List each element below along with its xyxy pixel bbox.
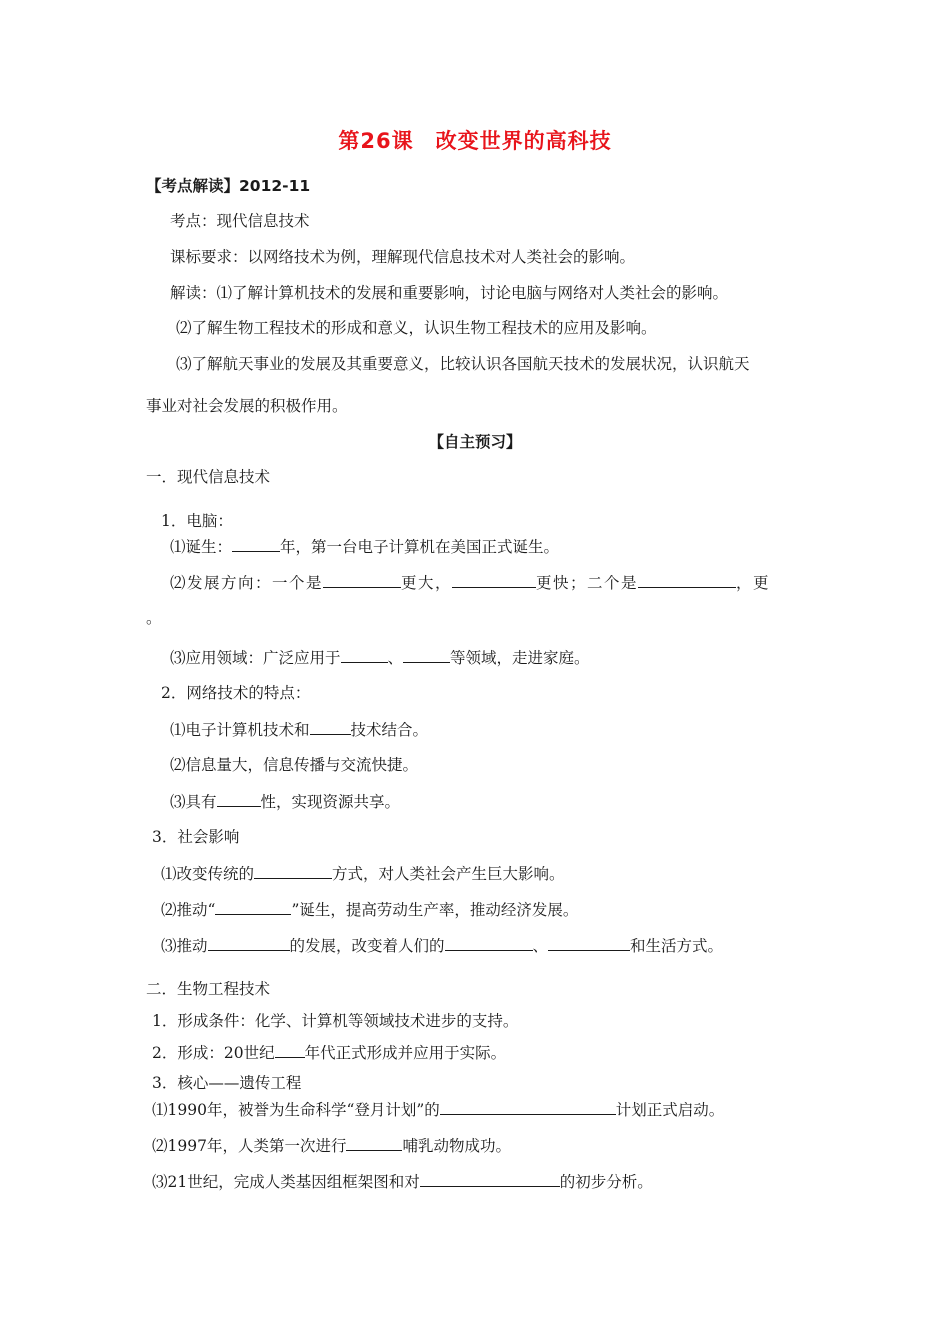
kaodian-point: 考点：现代信息技术 [170,212,310,230]
kaodian-requirement: 课标要求：以网络技术为例，理解现代信息技术对人类社会的影响。 [170,248,636,266]
text: 方式，对人类社会产生巨大影响。 [332,865,565,883]
sec2-item-3-1 [152,1099,724,1120]
blank-field[interactable] [232,536,280,552]
sec1-item-2-2: ⑵信息量大，信息传播与交流快捷。 [170,756,419,774]
sec1-item-1-1 [170,536,559,557]
text: ⑶21世纪，完成人类基因组框架图和对 [152,1173,420,1191]
blank-field[interactable] [403,647,450,663]
text: 2．形成：20世纪 [152,1044,275,1062]
text: ⑶具有 [170,793,217,811]
text: 哺乳动物成功。 [402,1137,511,1155]
sec2-item-3: 3．核心——遗传工程 [152,1074,302,1092]
sec1-item-3-2 [161,899,578,920]
text: 年，第一台电子计算机在美国正式诞生。 [280,538,560,556]
blank-field[interactable] [217,791,261,807]
sec2-item-3-3 [152,1171,653,1192]
blank-field[interactable] [215,899,291,915]
text: ”诞生，提高劳动生产率，推动经济发展。 [291,901,579,919]
text: 更大， [401,574,453,592]
text: 和生活方式。 [630,937,724,955]
sec1-item-1-2 [170,572,770,593]
kaodian-jiedu-3a: ⑶了解航天事业的发展及其重要意义，比较认识各国航天技术的发展状况，认识航天 [176,355,750,373]
blank-field[interactable] [254,863,332,879]
sec2-heading: 二．生物工程技术 [146,980,271,998]
sec1-item-3-3 [161,935,723,956]
page-title: 第26课 改变世界的高科技 [338,129,612,153]
sec1-heading: 一．现代信息技术 [146,468,271,486]
text: ⑵发展方向：一个是 [170,574,324,592]
text: ⑵推动“ [161,901,216,919]
text: ，更 [736,574,771,592]
kaodian-header: 【考点解读】 [146,177,240,195]
preview-header: 【自主预习】 [428,433,522,451]
kaodian-jiedu-2: ⑵了解生物工程技术的形成和意义，认识生物工程技术的应用及影响。 [176,319,657,337]
blank-field[interactable] [548,935,630,951]
text: 年代正式形成并应用于实际。 [304,1044,507,1062]
sec1-item-3-1 [161,863,565,884]
text: ⑴电子计算机技术和 [170,721,310,739]
text: 、 [387,649,404,667]
text: 技术结合。 [350,721,429,739]
sec1-item-1-3 [170,647,590,668]
blank-field[interactable] [452,572,536,588]
text: ⑴诞生： [170,538,233,556]
sec1-item-3: 3．社会影响 [152,828,240,846]
kaodian-date: 2012-11 [239,177,311,195]
text: 等领域，走进家庭。 [450,649,590,667]
blank-field[interactable] [323,572,401,588]
text: ⑴改变传统的 [161,865,255,883]
blank-field[interactable] [341,647,388,663]
sec1-item-2-1 [170,719,428,740]
blank-field[interactable] [275,1042,305,1058]
text: ⑵1997年，人类第一次进行 [152,1137,347,1155]
kaodian-line [146,176,310,196]
text: 性，实现资源共享。 [260,793,401,811]
blank-field[interactable] [440,1099,616,1115]
sec2-item-3-2 [152,1135,511,1156]
sec1-item-1-2-end: 。 [146,609,162,627]
sec2-item-1: 1．形成条件：化学、计算机等领域技术进步的支持。 [152,1012,519,1030]
text: 计划正式启动。 [615,1101,725,1119]
kaodian-jiedu-3b: 事业对社会发展的积极作用。 [146,397,348,415]
sec1-item-2-3 [170,791,400,812]
text: ⑶应用领域：广泛应用于 [170,649,341,667]
kaodian-jiedu-1: 解读：⑴了解计算机技术的发展和重要影响，讨论电脑与网络对人类社会的影响。 [170,284,729,302]
text: 更快；二个是 [536,574,639,592]
sec2-item-2 [152,1042,506,1063]
blank-field[interactable] [208,935,290,951]
text: 、 [532,937,549,955]
blank-field[interactable] [420,1171,560,1187]
text: 的初步分析。 [559,1173,653,1191]
sec1-item-2: 2．网络技术的特点： [161,684,311,702]
text: ⑶推动 [161,937,208,955]
blank-field[interactable] [346,1135,402,1151]
blank-field[interactable] [638,572,736,588]
sec1-item-1: 1．电脑： [161,512,233,530]
text: ⑴1990年，被誉为生命科学“登月计划”的 [152,1101,440,1119]
text: 的发展，改变着人们的 [289,937,445,955]
blank-field[interactable] [310,719,351,735]
blank-field[interactable] [445,935,533,951]
